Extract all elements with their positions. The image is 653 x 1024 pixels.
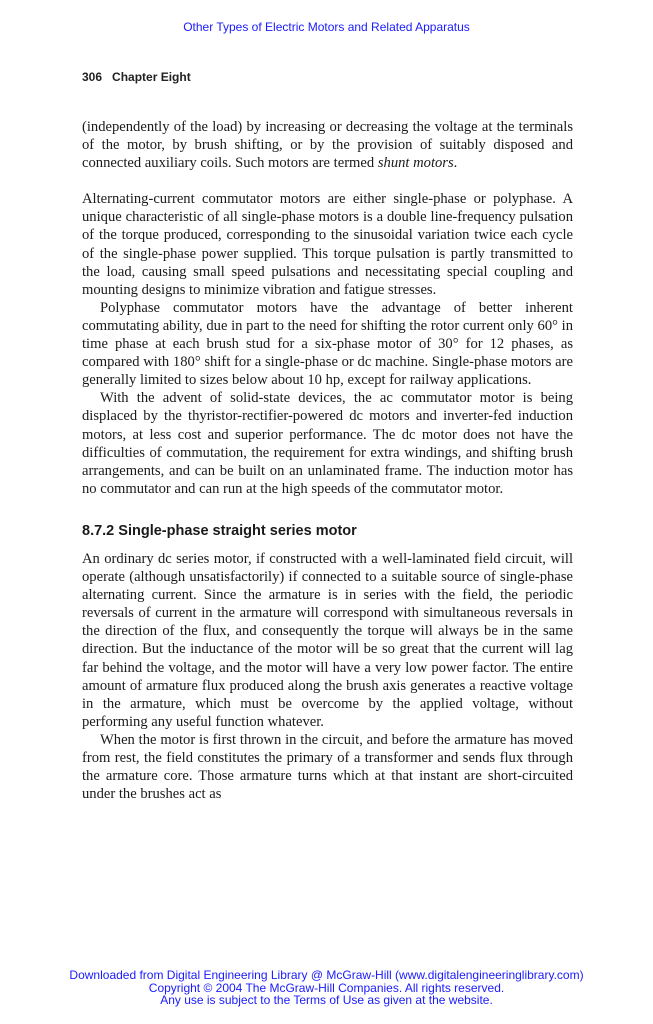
- footer-copyright: Copyright © 2004 The McGraw-Hill Companies. All rights reserved.: [148, 980, 505, 995]
- paragraph: When the motor is first thrown in the circuit, and before the armature has moved from rest, the field constitutes the primary of a transformer and sends flux through the armature core. Those armature turns which at that instant are short-circuited under the brushes act as: [82, 731, 573, 803]
- body-text: [82, 118, 573, 803]
- chapter-label: Chapter Eight: [112, 70, 191, 84]
- page-number: 306: [82, 70, 103, 84]
- running-header: Other Types of Electric Motors and Related Apparatus: [183, 20, 470, 34]
- footer-download-link[interactable]: Downloaded from Digital Engineering Library @ McGraw-Hill (www.digitalengineeringlibrary.com): [69, 968, 584, 982]
- paragraph: With the advent of solid-state devices, the ac commutator motor is being displaced by the thyristor-rectifier-powered dc motors and inverter-fed induction motors, at less cost and superior performance. The dc motor does not have the difficulties of commutation, the requirement for extra windings, and shifting brush arrangements, and can be built on an unlaminated frame. The induction motor has no commutator and can run at the high speeds of the commutator motor.: [82, 390, 573, 497]
- footer-terms[interactable]: Any use is subject to the Terms of Use as given at the website.: [160, 993, 493, 1007]
- paragraph: Alternating-current commutator motors are either single-phase or polyphase. A unique characteristic of all single-phase motors is a double line-frequency pulsation of the torque produced, corresponding to the sinusoidal variation twice each cycle of the single-phase power supplied. This torque pulsation is partly transmitted to the load, causing small speed pulsations and necessitating special coupling and mounting designs to minimize vibration and fatigue stresses.: [82, 191, 573, 298]
- paragraph: (independently of the load) by increasing or decreasing the voltage at the terminals of the motor, by brush shifting, or by the provision of suitably disposed and connected auxiliary coils. Such motors are termed shunt motors.: [82, 119, 573, 172]
- paragraph: Polyphase commutator motors have the advantage of better inherent commutating ability, due in part to the need for shifting the rotor current only 60° in time phase at each brush stud for a six-phase motor of 30° for 12 phases, as compared with 180° shift for a single-phase or dc machine. Single-phase motors are generally limited to sizes below about 10 hp, except for railway applications.: [82, 299, 573, 389]
- footer: [0, 969, 653, 1007]
- italic-term: shunt motors: [377, 155, 454, 172]
- page-heading: [82, 70, 191, 84]
- paragraph: An ordinary dc series motor, if constructed with a well-laminated field circuit, will operate (although unsatisfactorily) if connected to a suitable source of single-phase alternating current. Since the armature is in series with the field, the periodic reversals of current in the armature will correspond with simultaneous reversals in the direction of the flux, and consequently the torque will always be in the same direction. But the inductance of the motor will be so great that the current will lag far behind the voltage, and the motor will have a very low power factor. The entire amount of armature flux produced along the brush axis generates a reactive voltage in the armature, which must be overcome by the applied voltage, without performing any useful function whatever.: [82, 550, 573, 730]
- section-heading: 8.7.2 Single-phase straight series motor: [82, 522, 357, 539]
